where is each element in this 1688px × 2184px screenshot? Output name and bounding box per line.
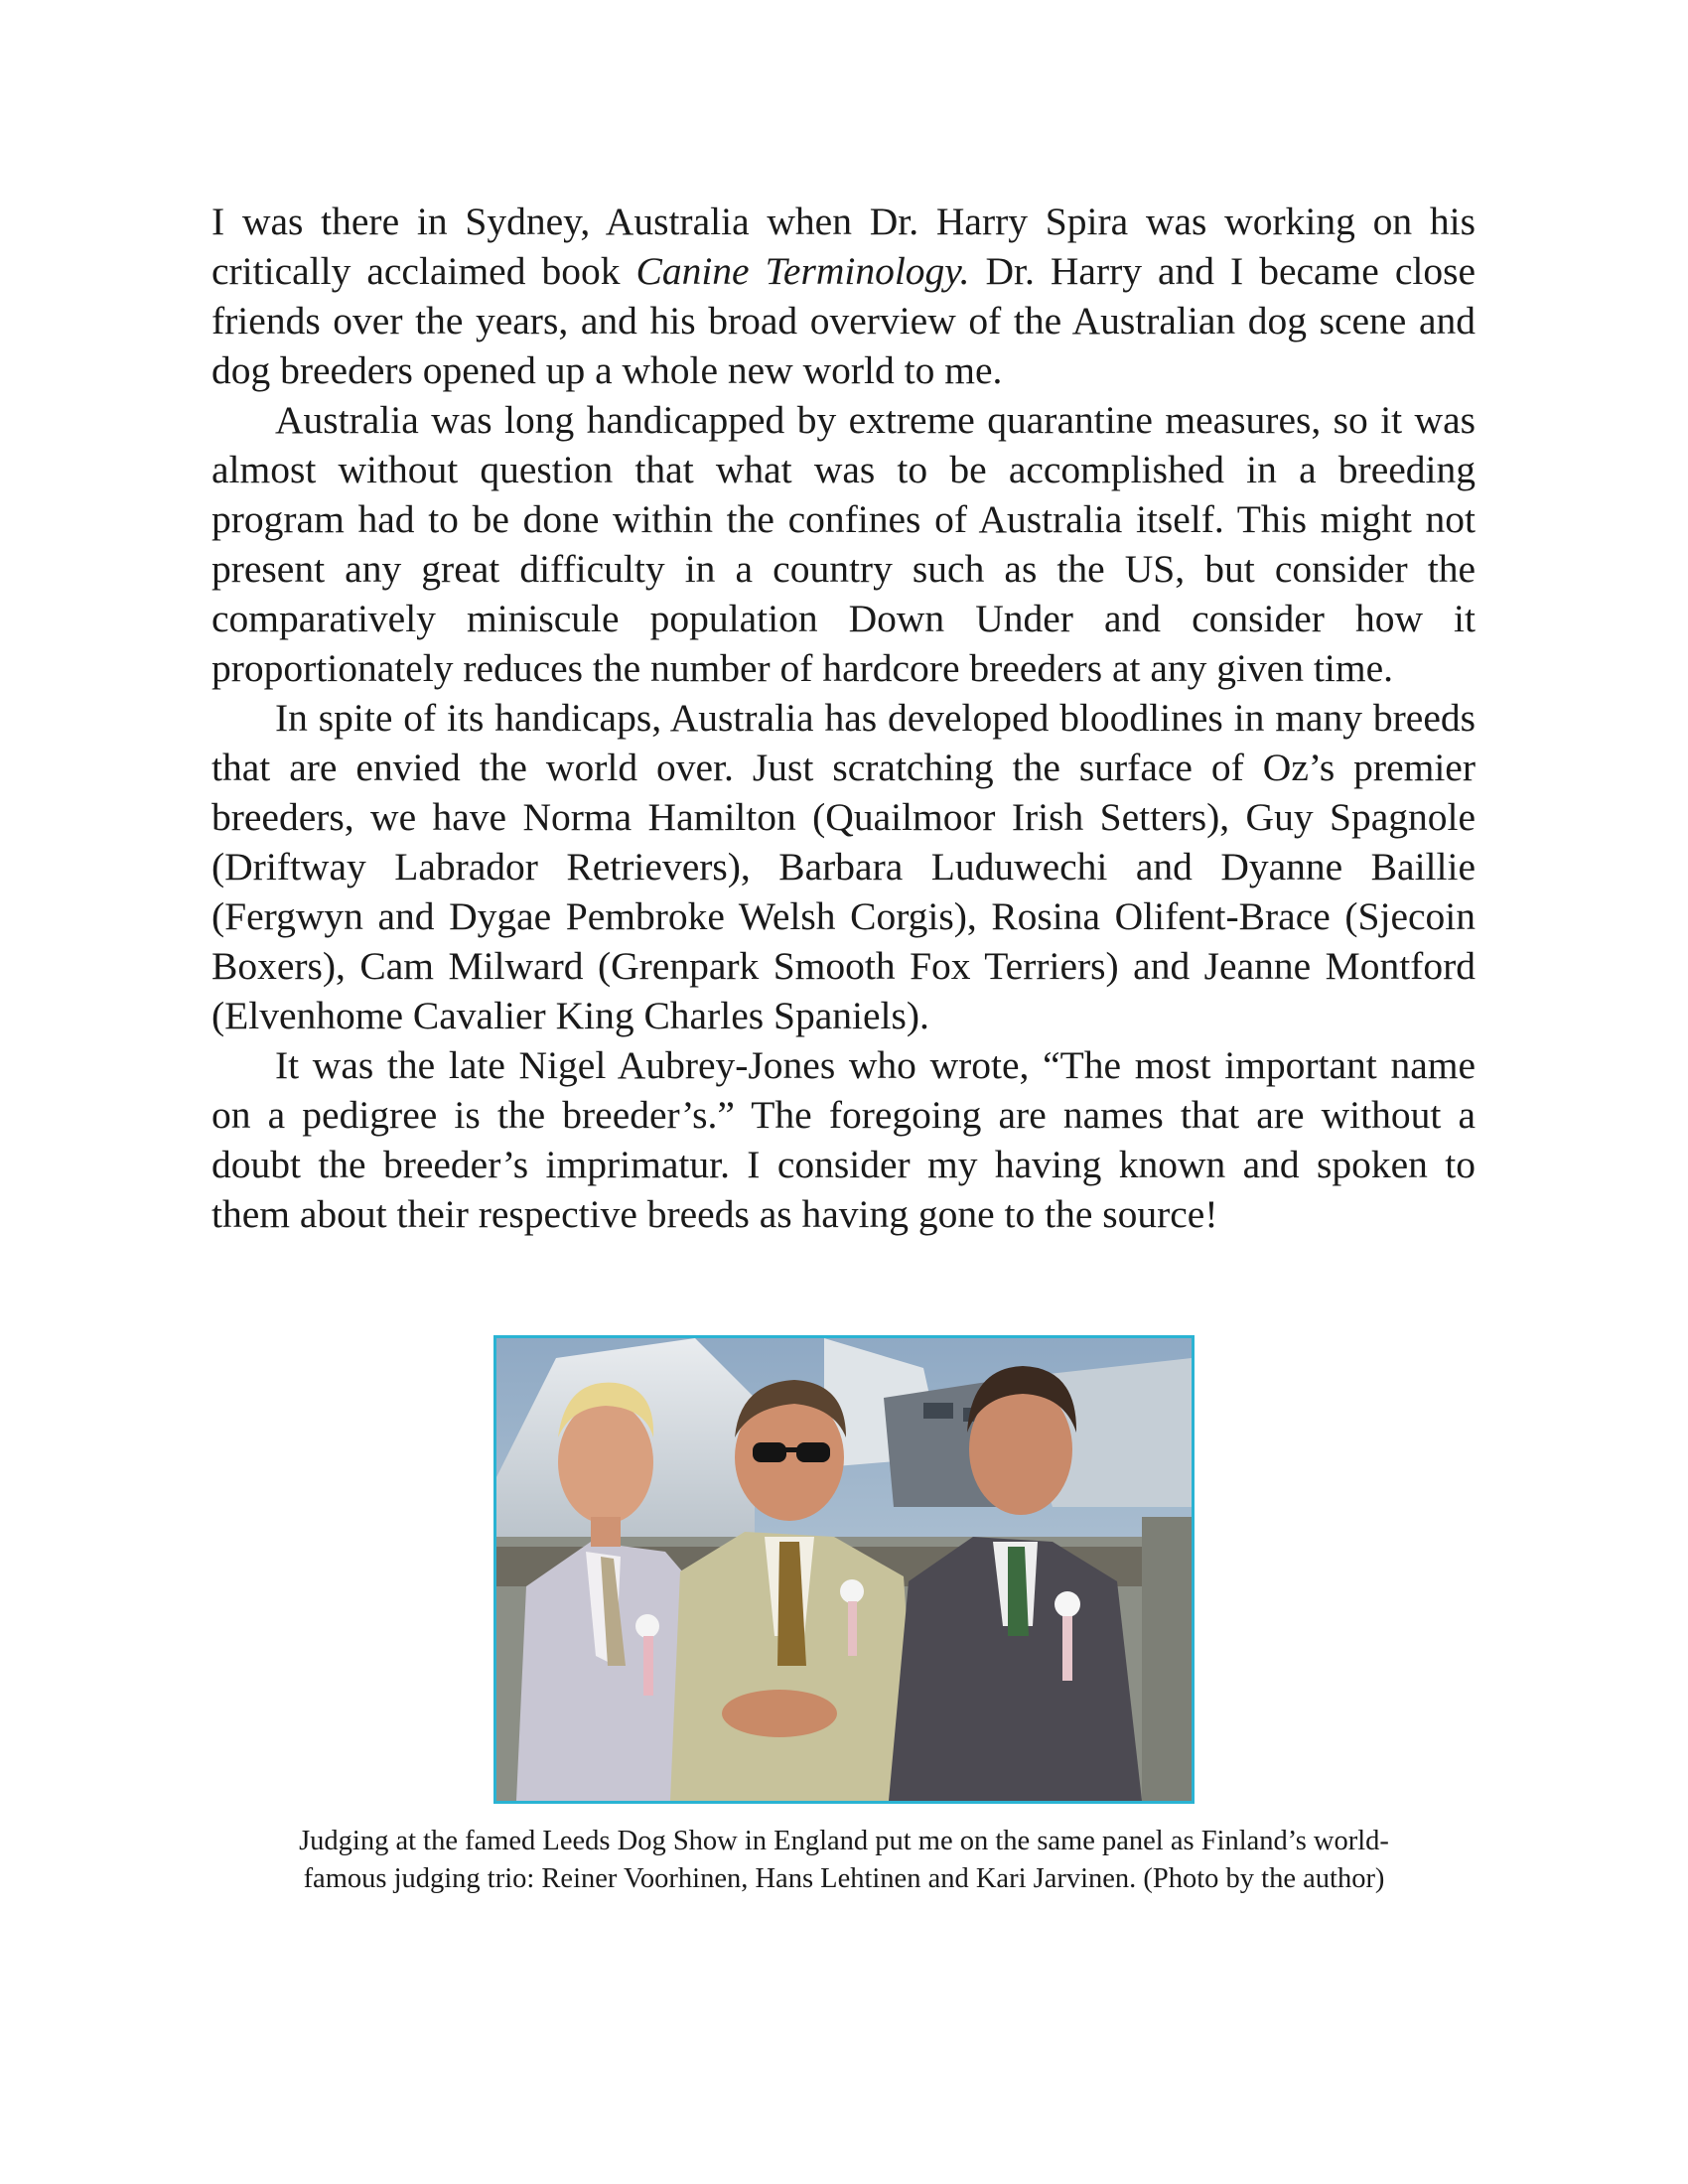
photo-caption	[238, 1823, 1450, 1898]
caption-line-1: Judging at the famed Leeds Dog Show in England put me on the same panel as Finland’s world-	[299, 1826, 1389, 1856]
paragraph-1-text-a: I was there in Sydney, Australia when Dr. Harry Spira was working on his critically acclaimed book	[211, 200, 1476, 293]
paragraph-3: In spite of its handicaps, Australia has developed bloodlines in many breeds that are envied the world over. Just scratching the surface of Oz’s premier breeders, we have Norma Hamilton (Quailmoor Irish Setters), Guy Spagnole (Driftway Labrador Retrievers), Barbara Luduwechi and Dyanne Baillie (Fergwyn and Dygae Pembroke Welsh Corgis), Rosina Olifent-Brace (Sjecoin Boxers), Cam Milward (Grenpark Smooth Fox Terriers) and Jeanne Montford (Elvenhome Cavalier King Charles Spaniels).	[211, 696, 1476, 1037]
book-title: Canine Terminology.	[635, 249, 970, 293]
caption-line-2: famous judging trio: Reiner Voorhinen, Hans Lehtinen and Kari Jarvinen. (Photo by the author)	[303, 1863, 1385, 1894]
paragraph-2: Australia was long handicapped by extreme quarantine measures, so it was almost without question that what was to be accomplished in a breeding program had to be done within the confines of Australia itself. This might not present any great difficulty in a country such as the US, but consider the comparatively miniscule population Down Under and consider how it proportionately reduces the number of hardcore breeders at any given time.	[211, 398, 1476, 690]
paragraph-1	[211, 197, 1476, 395]
paragraph-4: It was the late Nigel Aubrey-Jones who wrote, “The most important name on a pedigree is the breeder’s.” The foregoing are names that are without a doubt the breeder’s imprimatur. I consider my having known and spoken to them about their respective breeds as having gone to the source!	[211, 1043, 1476, 1236]
paragraph-1-text-b: Dr. Harry and I became close friends over the years, and his broad overview of the Australian dog scene and dog breeders opened up a whole new world to me.	[211, 249, 1476, 392]
photo-image	[496, 1338, 1192, 1801]
photo-three-men	[493, 1335, 1195, 1804]
body-text	[211, 197, 1476, 1239]
